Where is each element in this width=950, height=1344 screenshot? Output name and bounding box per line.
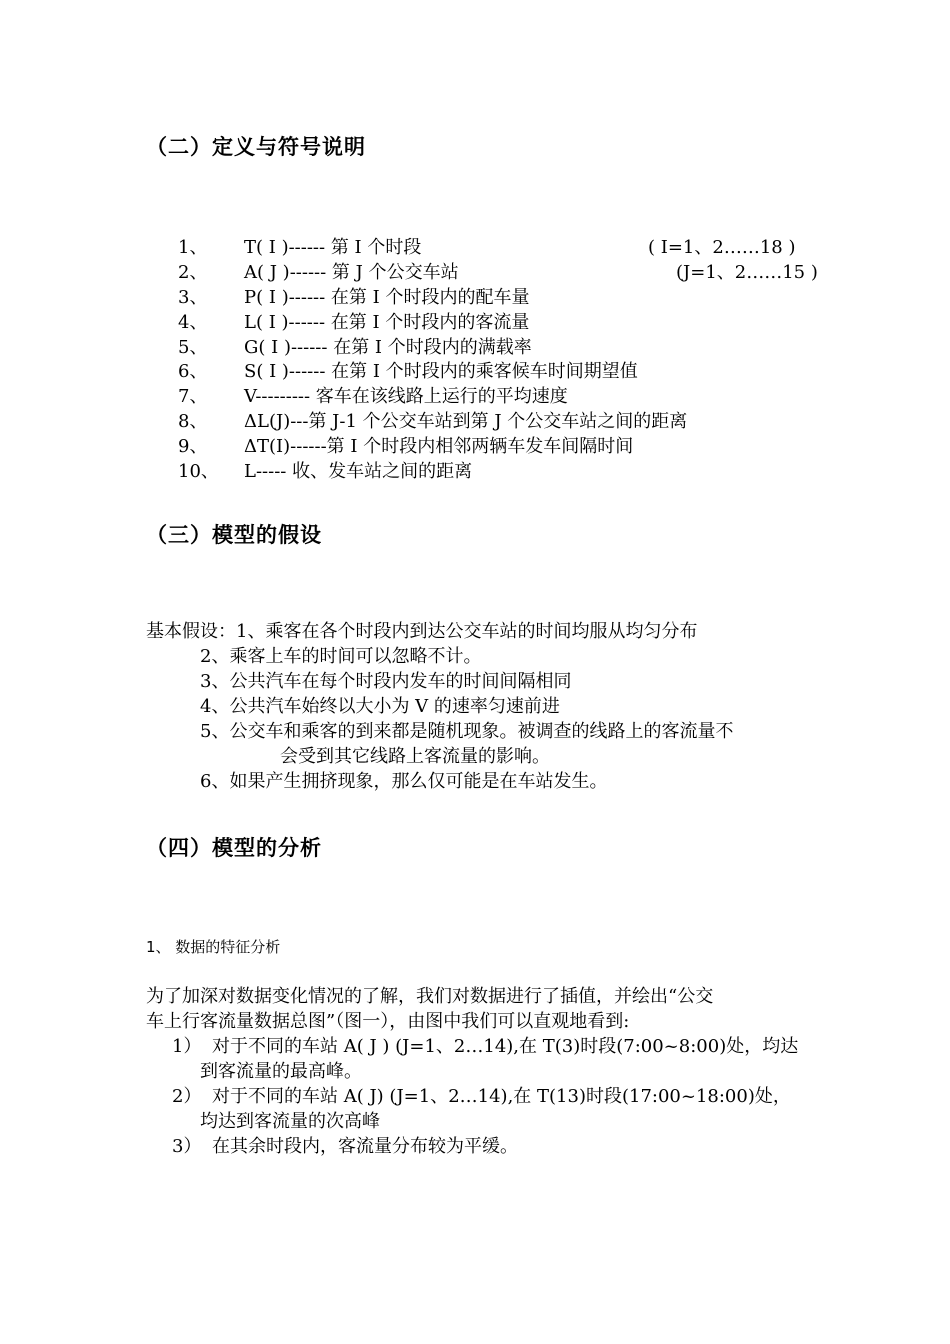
definition-text: L----- 收、发车站之间的距离: [244, 461, 473, 482]
paragraph-line: 为了加深对数据变化情况的了解，我们对数据进行了插值，并绘出“公交: [146, 986, 714, 1007]
definition-number: 4、: [178, 312, 208, 333]
definition-number: 2、: [178, 262, 208, 283]
definition-text: T( I )------ 第 I 个时段: [244, 237, 422, 258]
point-text-continuation: 到客流量的最高峰。: [200, 1061, 362, 1082]
definition-range: (J=1、2……15 ): [676, 262, 818, 283]
assumption-item: 4、公共汽车始终以大小为 V 的速率匀速前进: [200, 696, 560, 717]
definition-text: S( I )------ 在第 I 个时段内的乘客候车时间期望值: [244, 361, 638, 382]
point-text-continuation: 均达到客流量的次高峰: [200, 1111, 380, 1132]
assumption-item: 2、乘客上车的时间可以忽略不计。: [200, 646, 482, 667]
definition-text: L( I )------ 在第 I 个时段内的客流量: [244, 312, 530, 333]
definition-text: G( I )------ 在第 I 个时段内的满载率: [244, 337, 532, 358]
definition-number: 9、: [178, 436, 208, 457]
point-number: 3）: [172, 1136, 202, 1157]
assumption-item: 基本假设：1、乘客在各个时段内到达公交车站的时间均服从均匀分布: [146, 621, 698, 642]
definition-text: ΔT(I)------第 I 个时段内相邻两辆车发车间隔时间: [244, 436, 634, 457]
subsection-heading: 1、 数据的特征分析: [146, 938, 281, 956]
definition-number: 1、: [178, 237, 208, 258]
definition-number: 6、: [178, 361, 208, 382]
definition-number: 8、: [178, 411, 208, 432]
definition-text: ΔL(J)---第 J-1 个公交车站到第 J 个公交车站之间的距离: [244, 411, 688, 432]
section4-title: （四）模型的分析: [146, 836, 322, 860]
assumption-item: 3、公共汽车在每个时段内发车的时间间隔相同: [200, 671, 572, 692]
point-number: 2）: [172, 1086, 202, 1107]
definition-number: 3、: [178, 287, 208, 308]
definition-text: V--------- 客车在该线路上运行的平均速度: [244, 386, 568, 407]
section2-title: （二）定义与符号说明: [146, 135, 366, 159]
definition-text: A( J )------ 第 J 个公交车站: [244, 262, 459, 283]
point-text: 对于不同的车站 A( J) (J=1、2…14),在 T(13)时段(17:00~18:00)处，: [212, 1086, 791, 1107]
definition-number: 7、: [178, 386, 208, 407]
point-text: 在其余时段内，客流量分布较为平缓。: [212, 1136, 518, 1157]
point-text: 对于不同的车站 A( J ) (J=1、2…14),在 T(3)时段(7:00~8:00)处，均达: [212, 1036, 799, 1057]
definition-text: P( I )------ 在第 I 个时段内的配车量: [244, 287, 530, 308]
definition-range: ( I=1、2……18 ): [648, 237, 796, 258]
definition-number: 10、: [178, 461, 219, 482]
paragraph-line: 车上行客流量数据总图”（图一），由图中我们可以直观地看到:: [146, 1011, 630, 1032]
point-number: 1）: [172, 1036, 202, 1057]
section3-title: （三）模型的假设: [146, 523, 322, 547]
assumption-item: 6、如果产生拥挤现象，那么仅可能是在车站发生。: [200, 771, 608, 792]
assumption-item-continuation: 会受到其它线路上客流量的影响。: [280, 746, 550, 767]
definition-number: 5、: [178, 337, 208, 358]
assumption-item: 5、公交车和乘客的到来都是随机现象。被调查的线路上的客流量不: [200, 721, 734, 742]
